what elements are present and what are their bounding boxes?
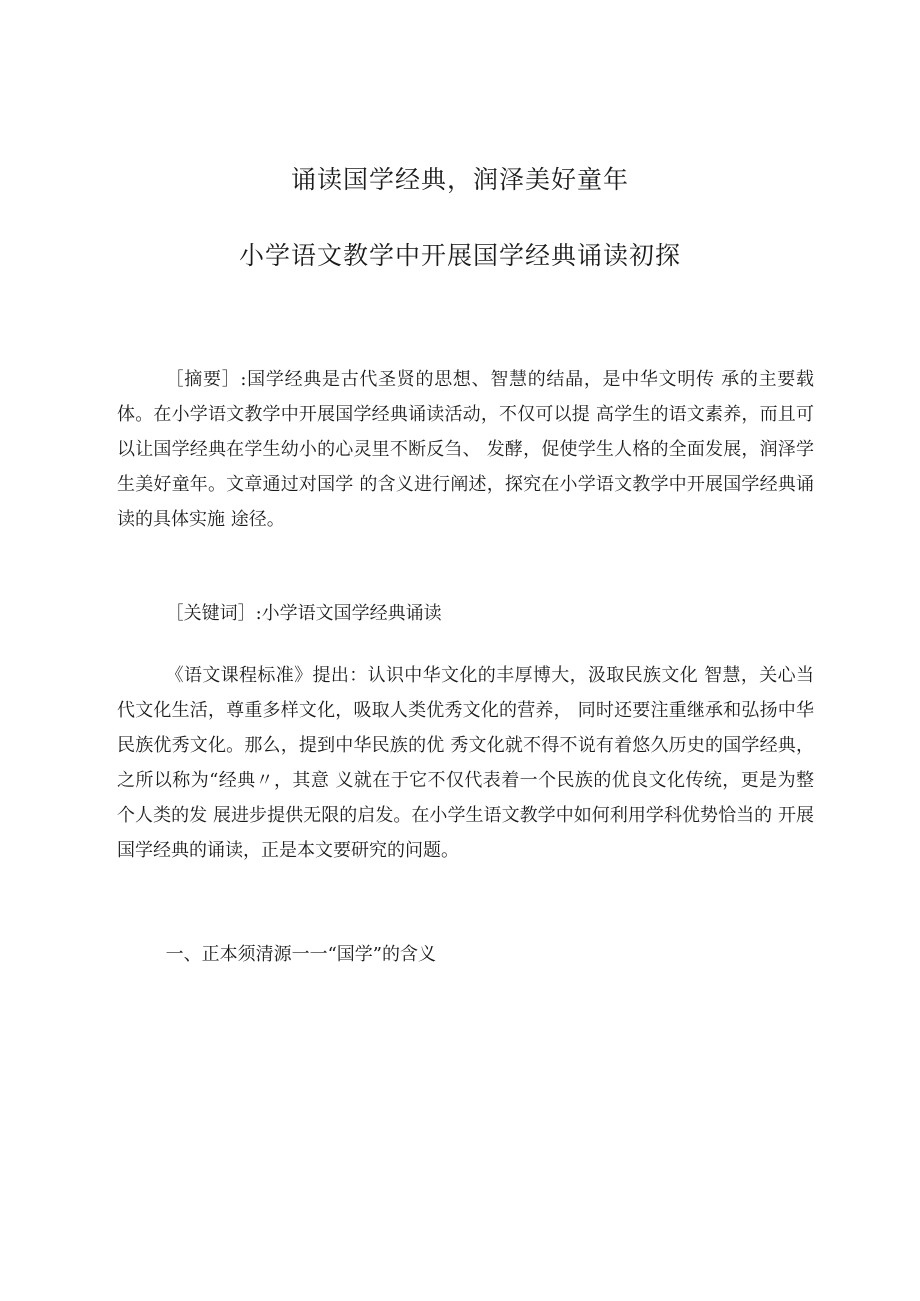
- abstract-label: ［摘要］: [165, 369, 241, 390]
- document-subtitle: 小学语文教学中开展国学经典诵读初探: [238, 241, 681, 270]
- keywords-label: ［关键词］: [165, 603, 256, 624]
- body-paragraph: 《语文课程标准》提出：认识中华文化的丰厚博大，汲取民族文化 智慧，关心当代文化生活，尊重多样文化，吸取人类优秀文化的营养， 同时还要注重继承和弘扬中华民族优秀文化。那么，提到中华民族的优 秀文化就不得不说有着悠久历史的国学经典，之所以称为“经典〃，其意 义就在于它不仅代表着一个民族的优良文化传统，更是为整个人类的发 展进步提供无限的启发。在小学生语文教学中如何利用学科优势恰当的 开展国学经典的诵读，正是本文要研究的问题。: [117, 665, 814, 861]
- document-title: 诵读国学经典，润泽美好童年: [290, 165, 629, 194]
- abstract-text: :国学经典是古代圣贤的思想、智慧的结晶，是中华文明传 承的主要载体。在小学语文教学中开展国学经典诵读活动，不仅可以提 高学生的语文素养，而且可以让国学经典在学生幼小的心灵里不断反刍、 发酵，促使学生人格的全面发展，润泽学生美好童年。文章通过对国学 的含义进行阐述，探究在小学语文教学中开展国学经典诵读的具体实施 途径。: [117, 369, 814, 530]
- keywords-paragraph: [117, 596, 814, 631]
- keywords-text: :小学语文国学经典诵读: [255, 603, 442, 624]
- abstract-paragraph: [117, 362, 814, 537]
- section-heading: 一、正本须清源一一“国学”的含义: [165, 944, 436, 965]
